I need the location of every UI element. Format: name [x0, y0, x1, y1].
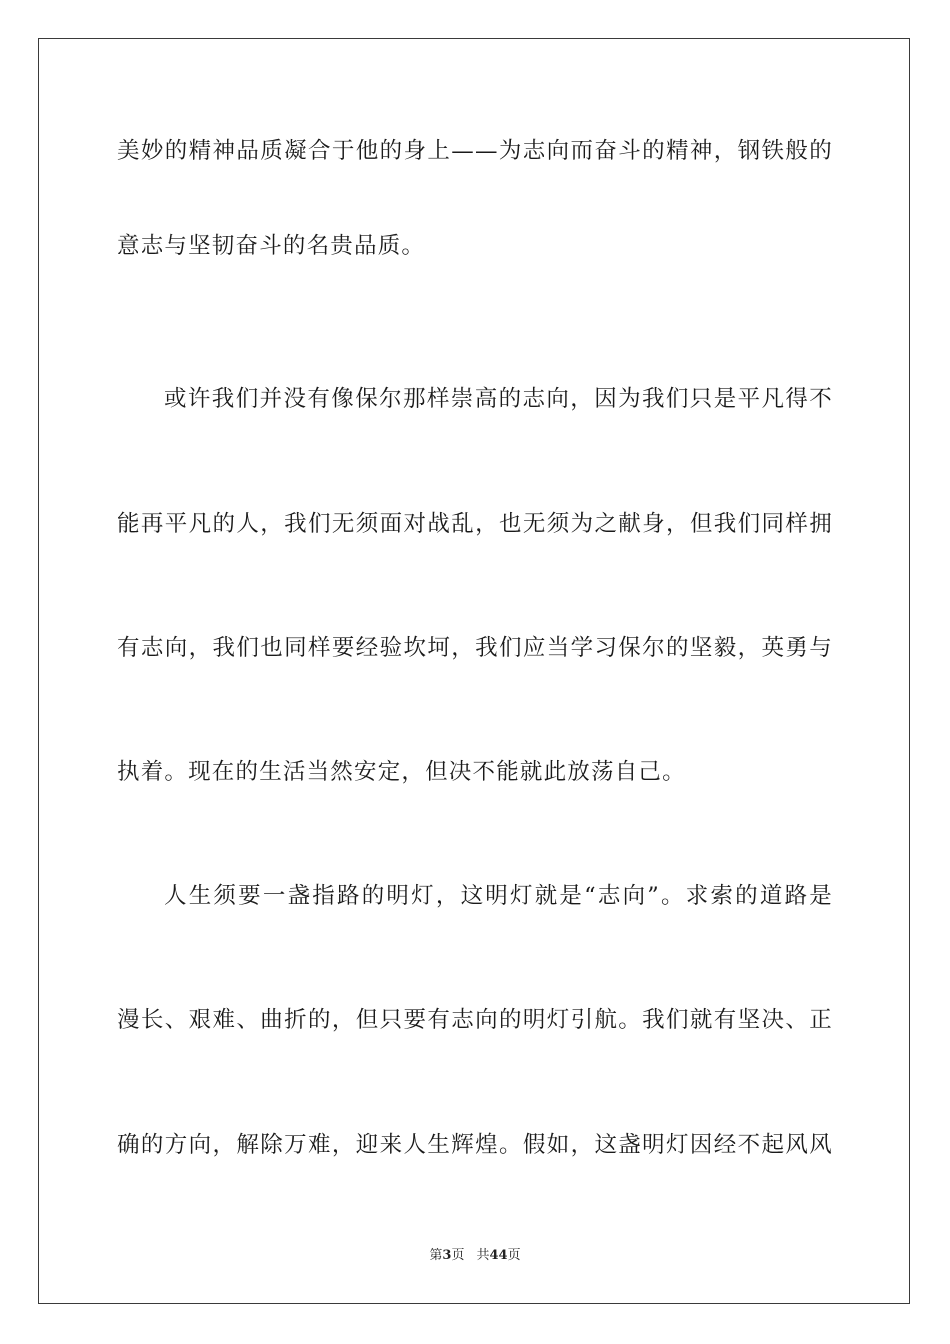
text-line-3: 或许我们并没有像保尔那样崇高的志向，因为我们只是平凡得不: [164, 386, 833, 412]
total-prefix: 共: [476, 1248, 490, 1263]
text-line-7: 人生须要一盏指路的明灯，这明灯就是“志向”。求索的道路是: [164, 883, 833, 909]
text-line-5: 有志向，我们也同样要经验坎坷，我们应当学习保尔的坚毅，英勇与: [117, 635, 833, 661]
page-border: [38, 38, 910, 1304]
text-line-2: 意志与坚韧奋斗的名贵品质。: [117, 233, 426, 259]
text-line-4: 能再平凡的人，我们无须面对战乱，也无须为之献身，但我们同样拥: [117, 511, 833, 537]
text-line-6: 执着。现在的生活当然安定，但决不能就此放荡自己。: [117, 759, 686, 785]
page-footer: [0, 1247, 950, 1265]
total-pages: 44: [489, 1248, 508, 1263]
text-line-9: 确的方向，解除万难，迎来人生辉煌。假如，这盏明灯因经不起风风: [117, 1132, 833, 1158]
page-prefix: 第: [429, 1248, 443, 1263]
total-suffix: 页: [507, 1248, 521, 1263]
page-number: 3: [442, 1248, 452, 1263]
text-line-1: 美妙的精神品质凝合于他的身上——为志向而奋斗的精神，钢铁般的: [117, 138, 833, 164]
page-suffix: 页: [451, 1248, 465, 1263]
text-line-8: 漫长、艰难、曲折的，但只要有志向的明灯引航。我们就有坚决、正: [117, 1007, 833, 1033]
